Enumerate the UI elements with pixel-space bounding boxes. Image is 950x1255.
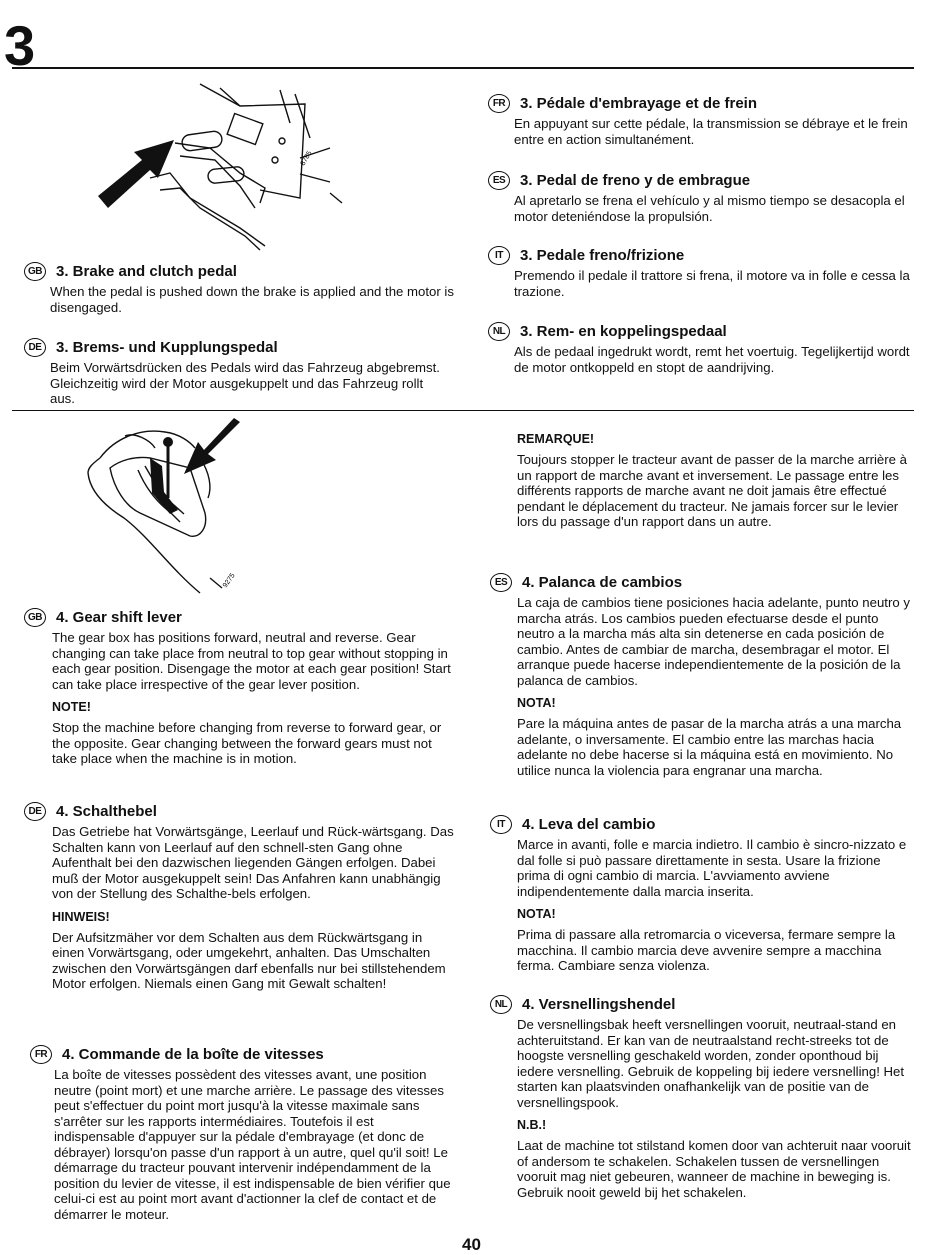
brake-pedal-gb <box>24 262 454 315</box>
page-number: 40 <box>462 1235 481 1254</box>
language-badge-de: DE <box>24 338 46 357</box>
pedal-illustration-code: 8785 <box>299 150 314 167</box>
brake-pedal-de <box>24 338 454 407</box>
section-title: 4. Schalthebel <box>56 803 157 820</box>
section-body: Beim Vorwärtsdrücken des Pedals wird das Fahrzeug abgebremst. Gleichzeitig wird der Motor ausgekuppelt und das Fahrzeug rollt aus. <box>50 360 440 406</box>
language-badge-fr: FR <box>30 1045 52 1064</box>
section-body: When the pedal is pushed down the brake is applied and the motor is disengaged. <box>50 284 454 315</box>
language-badge-es: ES <box>490 573 512 592</box>
section-title: 4. Versnellingshendel <box>522 996 676 1013</box>
note-label: NOTE! <box>52 700 91 714</box>
top-divider <box>12 67 914 69</box>
brake-pedal-fr <box>488 94 913 147</box>
section-body: The gear box has positions forward, neutral and reverse. Gear changing can take place from neutral to top gear without stopping in each gear position. Disengage the motor at each gear position! Start can take place irrespective of the gear lever position. <box>52 630 451 692</box>
language-badge-fr: FR <box>488 94 510 113</box>
section-body: En appuyant sur cette pédale, la transmission se débraye et le frein entre en action simultanément. <box>514 116 908 147</box>
section-title: 3. Brems- und Kupplungspedal <box>56 339 278 356</box>
section-title: 3. Rem- en koppelingspedaal <box>520 323 727 340</box>
note-label: N.B.! <box>517 1118 547 1132</box>
language-badge-nl: NL <box>490 995 512 1014</box>
gear-lever-fr-note <box>517 432 913 530</box>
section-body: La boîte de vitesses possèdent des vitesses avant, une position neutre (point mort) et une marche arrière. Le passage des vitesses peut s'effectuer du point mort jusqu'à la vitesse maximale sans s'arrêter sur les rapports intermédiaires. Toutefois il est indispensable d'appuyer sur la pédale d'embrayage (et donc de débrayer) lorsqu'on passe d'un rapport à un autre, quel qu'il soit! Le démarrage du tracteur pouvant intervenir indépendamment de la position du levier de vitesse, il est indispensable de bien vérifier que celui-ci est au point mort avant d'actionner la clef de contact et de démarrer le moteur. <box>54 1067 451 1222</box>
section-body: Al apretarlo se frena el vehículo y al mismo tiempo se desacopla el motor deteniéndose la propulsión. <box>514 193 905 224</box>
section-body: Premendo il pedale il trattore si frena, il motore va in folle e cessa la trazione. <box>514 268 910 299</box>
language-badge-it: IT <box>488 246 510 265</box>
language-badge-nl: NL <box>488 322 510 341</box>
section-body: Als de pedaal ingedrukt wordt, remt het voertuig. Tegelijkertijd wordt de motor ontkoppeld en stopt de aandrijving. <box>514 344 910 375</box>
note-label: HINWEIS! <box>52 909 110 924</box>
note-body: Toujours stopper le tracteur avant de passer de la marche arrière à un rapport de marche avant et inversement. Le passage entre les différents rapports de marche avant ne doit jamais être effectué pendant le déplacement du tracteur. Ne jamais forcer sur le levier lors du passage d'un rapport dans un autre. <box>517 452 907 529</box>
note-label: REMARQUE! <box>517 432 595 446</box>
language-badge-gb: GB <box>24 608 46 627</box>
language-badge-de: DE <box>24 802 46 821</box>
note-body: Der Aufsitzmäher vor dem Schalten aus dem Rückwärtsgang in einen Vorwärtsgang, oder umgekehrt, anhalten. Das Umschalten zwischen den Vorwärtsgängen darf ebenfalls nur bei stillstehendem Motor erfolgen. Niemals einen Gang mit Gewalt schalten! <box>52 929 446 991</box>
language-badge-gb: GB <box>24 262 46 281</box>
gear-lever-gb <box>24 608 454 767</box>
section-title: 3. Pedale freno/frizione <box>520 247 685 264</box>
section-title: 4. Gear shift lever <box>56 609 182 626</box>
section-title: 3. Pédale d'embrayage et de frein <box>520 95 757 112</box>
brake-pedal-illustration <box>90 78 360 253</box>
gear-lever-it <box>490 815 913 974</box>
note-label: NOTA! <box>517 696 556 710</box>
section-title: 4. Commande de la boîte de vitesses <box>62 1046 324 1063</box>
chapter-number: 3 <box>4 14 36 77</box>
section-body: Marce in avanti, folle e marcia indietro. Il cambio è sincro-nizzato e dal folle si può passare direttamente in sesta. Usare la frizione prima di ogni cambio di marcia. L'avviamento avviene indipendentemente dalla marcia inserita. <box>517 837 907 899</box>
section-body: Das Getriebe hat Vorwärtsgänge, Leerlauf und Rück-wärtsgang. Das Schalten kann von Leerlauf auf den schnell-sten Gang ohne Aufenthalt bei den dazwischen liegenden Gängen erfolgen. Dabei muß der Motor ausgekuppelt sein! Das Anfahren kann unabhängig von der Stellung des Schalthe-bels erfolgen. <box>52 824 454 901</box>
note-body: Prima di passare alla retromarcia o viceversa, fermare sempre la macchina. Il cambio marcia deve avvenire sempre a macchina ferma. Cambiare senza violenza. <box>517 927 896 973</box>
section-title: 4. Leva del cambio <box>522 816 656 833</box>
brake-pedal-nl <box>488 322 913 375</box>
section-title: 4. Palanca de cambios <box>522 574 683 591</box>
note-label: NOTA! <box>517 907 556 921</box>
section-divider <box>12 410 914 411</box>
brake-pedal-it <box>488 246 913 299</box>
gear-lever-es <box>490 573 913 778</box>
gear-lever-de <box>24 802 454 992</box>
language-badge-it: IT <box>490 815 512 834</box>
language-badge-es: ES <box>488 171 510 190</box>
section-body: La caja de cambios tiene posiciones hacia adelante, punto neutro y marcha atrás. Los cambios pueden efectuarse desde el punto neutro a la marcha más alta sin detenerse en cada posición de cambio. Antes de cambiar de marcha, desembragar el motor. El arranque puede hacerse independientemente de la posición de la palanca de cambios. <box>517 595 910 688</box>
gear-lever-illustration <box>80 418 255 598</box>
note-body: Laat de machine tot stilstand komen door van achteruit naar vooruit of andersom te schakelen. Schakelen tussen de versnellingen vooruit mag niet gebeuren, wanneer de machine in beweging is. Gebruik nooit geweld bij het schakelen. <box>517 1138 911 1200</box>
gear-lever-nl <box>490 995 913 1200</box>
brake-pedal-es <box>488 171 913 224</box>
section-body: De versnellingsbak heeft versnellingen vooruit, neutraal-stand en achteruitstand. Er kan van de neutraalstand recht-streeks tot de hoogste versnelling geschakeld worden, zonder oponthoud bij iedere versnelling. Gebruik de koppeling bij iedere versnelling! Het starten kan plaatsvinden onafhankelijk van de positie van de versnellingspook. <box>517 1017 905 1110</box>
section-title: 3. Pedal de freno y de embrague <box>520 172 751 189</box>
lever-illustration-code: 9275 <box>221 572 237 590</box>
note-body: Pare la máquina antes de pasar de la marcha atrás a una marcha adelante, o inversamente. El cambio entre las marchas hacia adelante no debe hacerse si la máquina está en movimiento. No utilice nunca la violencia para engranar una marcha. <box>517 716 902 778</box>
gear-lever-fr <box>30 1045 454 1222</box>
section-title: 3. Brake and clutch pedal <box>56 263 237 280</box>
note-body: Stop the machine before changing from reverse to forward gear, or the opposite. Gear changing between the forward gears must not take place when the machine is in motion. <box>52 720 442 766</box>
